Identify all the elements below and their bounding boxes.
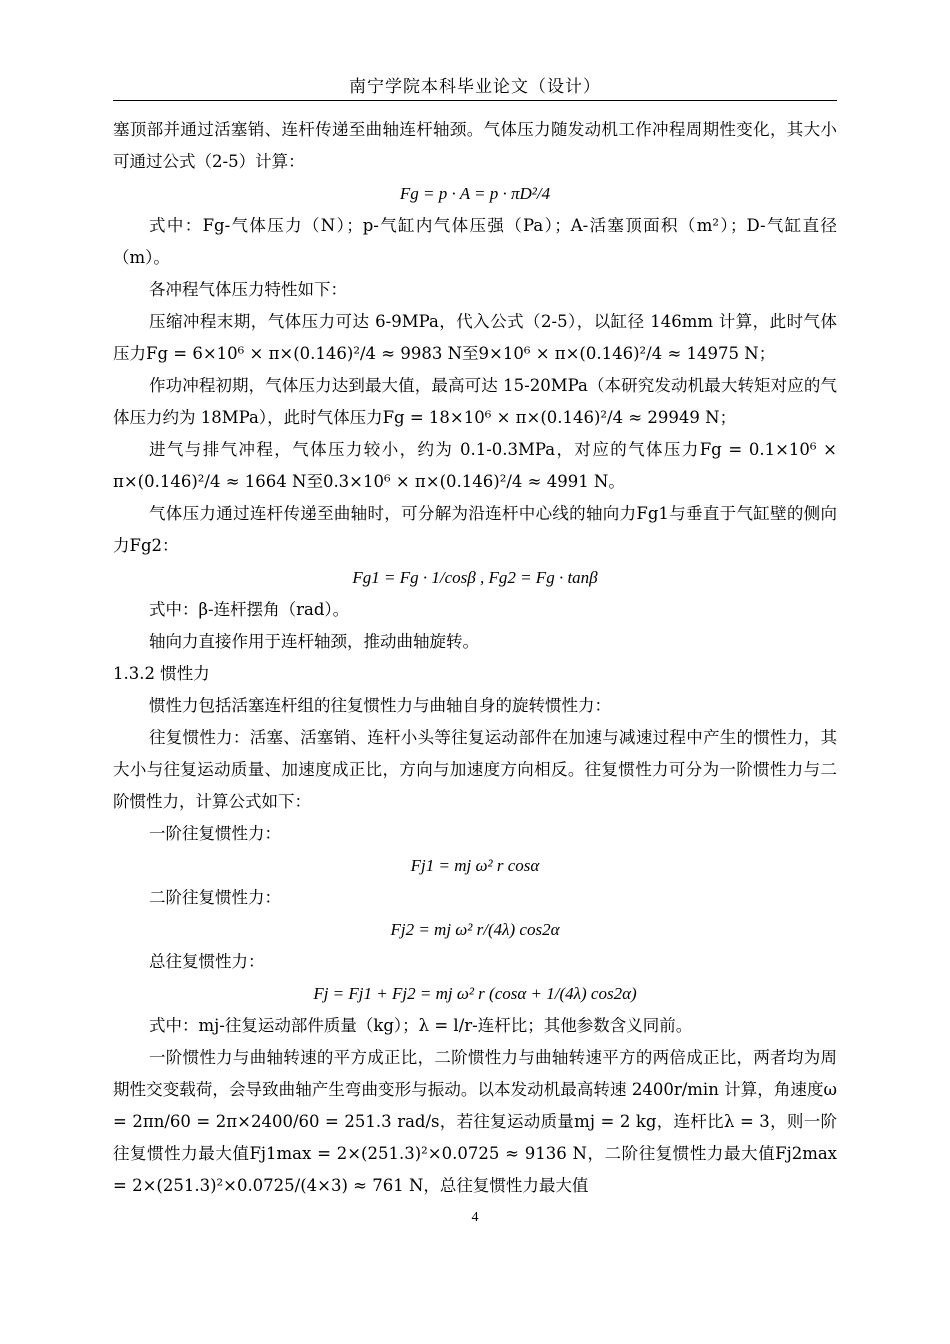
paragraph: 式中：mj-往复运动部件质量（kg）；λ = l/r-连杆比；其他参数含义同前。 — [149, 1016, 693, 1035]
paragraph: 二阶往复惯性力： — [149, 888, 281, 907]
page-header: 南宁学院本科毕业论文（设计） — [349, 77, 601, 97]
paragraph: 塞顶部并通过活塞销、连杆传递至曲轴连杆轴颈。气体压力随发动机工作冲程周期性变化，其大小可通过公式（2-5）计算： — [113, 120, 837, 171]
header-rule — [113, 100, 837, 101]
paragraph: 一阶往复惯性力： — [149, 824, 281, 843]
equation: Fj1 = mj ω² r cosα — [410, 856, 540, 875]
main-content — [113, 114, 837, 1202]
equation: Fg1 = Fg · 1/cosβ , Fg2 = Fg · tanβ — [352, 568, 598, 587]
paragraph: 式中：Fg-气体压力（N）；p-气缸内气体压强（Pa）；A-活塞顶面积（m²）；D-气缸直径（m）。 — [113, 216, 837, 267]
paragraph: 压缩冲程末期，气体压力可达 6-9MPa，代入公式（2-5），以缸径 146mm 计算，此时气体压力Fg = 6×10⁶ × π×(0.146)²/4 ≈ 9983 N至9×10⁶ × π×(0.146)²/4 ≈ 14975 N； — [113, 312, 837, 363]
section-heading: 1.3.2 惯性力 — [113, 664, 210, 683]
paragraph: 一阶惯性力与曲轴转速的平方成正比，二阶惯性力与曲轴转速平方的两倍成正比，两者均为周期性交变载荷，会导致曲轴产生弯曲变形与振动。以本发动机最高转速 2400r/min 计算，角速度ω = 2πn/60 = 2π×2400/60 = 251.3 rad/s，若往复运动质量mj = 2 kg，连杆比λ = 3，则一阶往复惯性力最大值Fj1max = 2×(251.3)²×0.0725 ≈ 9136 N，二阶往复惯性力最大值Fj2max = 2×(251.3)²×0.0725/(4×3) ≈ 761 N，总往复惯性力最大值 — [113, 1048, 837, 1195]
paragraph: 往复惯性力：活塞、活塞销、连杆小头等往复运动部件在加速与减速过程中产生的惯性力，其大小与往复运动质量、加速度成正比，方向与加速度方向相反。往复惯性力可分为一阶惯性力与二阶惯性力，计算公式如下： — [113, 728, 837, 811]
paragraph: 气体压力通过连杆传递至曲轴时，可分解为沿连杆中心线的轴向力Fg1与垂直于气缸壁的侧向力Fg2： — [113, 504, 837, 555]
paragraph: 惯性力包括活塞连杆组的往复惯性力与曲轴自身的旋转惯性力： — [149, 696, 611, 715]
paragraph: 作功冲程初期，气体压力达到最大值，最高可达 15-20MPa（本研究发动机最大转矩对应的气体压力约为 18MPa），此时气体压力Fg = 18×10⁶ × π×(0.146)²/4 ≈ 29949 N； — [113, 376, 837, 427]
paragraph: 各冲程气体压力特性如下： — [149, 280, 347, 299]
paragraph: 进气与排气冲程，气体压力较小，约为 0.1-0.3MPa，对应的气体压力Fg = 0.1×10⁶ × π×(0.146)²/4 ≈ 1664 N至0.3×10⁶ × π×(0.146)²/4 ≈ 4991 N。 — [113, 440, 837, 491]
page-number: 4 — [471, 1210, 479, 1225]
equation: Fg = p · A = p · πD²/4 — [399, 184, 551, 203]
paragraph: 式中：β-连杆摆角（rad）。 — [149, 600, 350, 619]
equation: Fj = Fj1 + Fj2 = mj ω² r (cosα + 1/(4λ) cos2α) — [313, 984, 637, 1003]
paragraph: 总往复惯性力： — [149, 952, 265, 971]
paragraph: 轴向力直接作用于连杆轴颈，推动曲轴旋转。 — [149, 632, 479, 651]
equation: Fj2 = mj ω² r/(4λ) cos2α — [390, 920, 560, 939]
